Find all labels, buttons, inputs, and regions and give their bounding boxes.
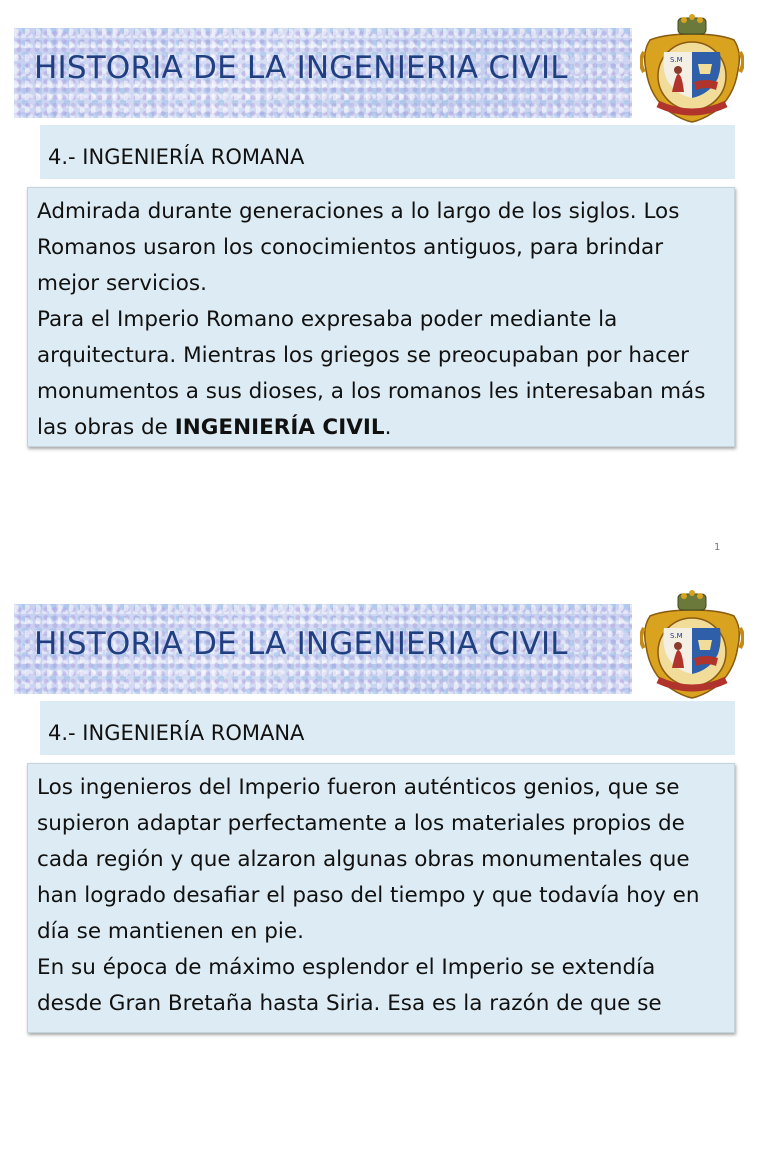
- emphasis-text: INGENIERÍA CIVIL: [174, 415, 385, 440]
- paragraph: En su época de máximo esplendor el Imperio se extendía desde Gran Bretaña hasta Siria. Esa es la razón de que se: [37, 955, 662, 1016]
- paragraph: Los ingenieros del Imperio fueron auténticos genios, que se supieron adaptar perfectamente a los materiales propios de cada región y que alzaron algunas obras monumentales que han logrado desafiar el paso del tiempo y que todavía hoy en día se mantienen en pie.: [37, 775, 700, 944]
- university-crest-icon: [640, 588, 744, 700]
- slide-title: HISTORIA DE LA INGENIERIA CIVIL: [34, 50, 568, 86]
- svg-text:S.M: S.M: [670, 632, 683, 640]
- slide-subtitle: 4.- INGENIERÍA ROMANA: [48, 721, 305, 745]
- university-crest-icon: [640, 12, 744, 124]
- svg-text:S.M: S.M: [670, 56, 683, 64]
- paragraph: [37, 302, 726, 446]
- content-box: [27, 187, 735, 447]
- paragraph-tail: .: [384, 415, 392, 440]
- slide-2: [0, 576, 768, 1152]
- slide-subtitle: 4.- INGENIERÍA ROMANA: [48, 145, 305, 169]
- slide-title: HISTORIA DE LA INGENIERIA CIVIL: [34, 626, 568, 662]
- page-number: 1: [714, 542, 721, 553]
- paragraph-text: Para el Imperio Romano expresaba poder mediante la arquitectura. Mientras los griegos se preocupaban por hacer monumentos a sus dioses, a los romanos les interesaban más las obras de: [37, 307, 706, 440]
- paragraph: Admirada durante generaciones a lo largo de los siglos. Los Romanos usaron los conocimientos antiguos, para brindar mejor servicios.: [37, 199, 680, 296]
- content-box: [27, 763, 735, 1033]
